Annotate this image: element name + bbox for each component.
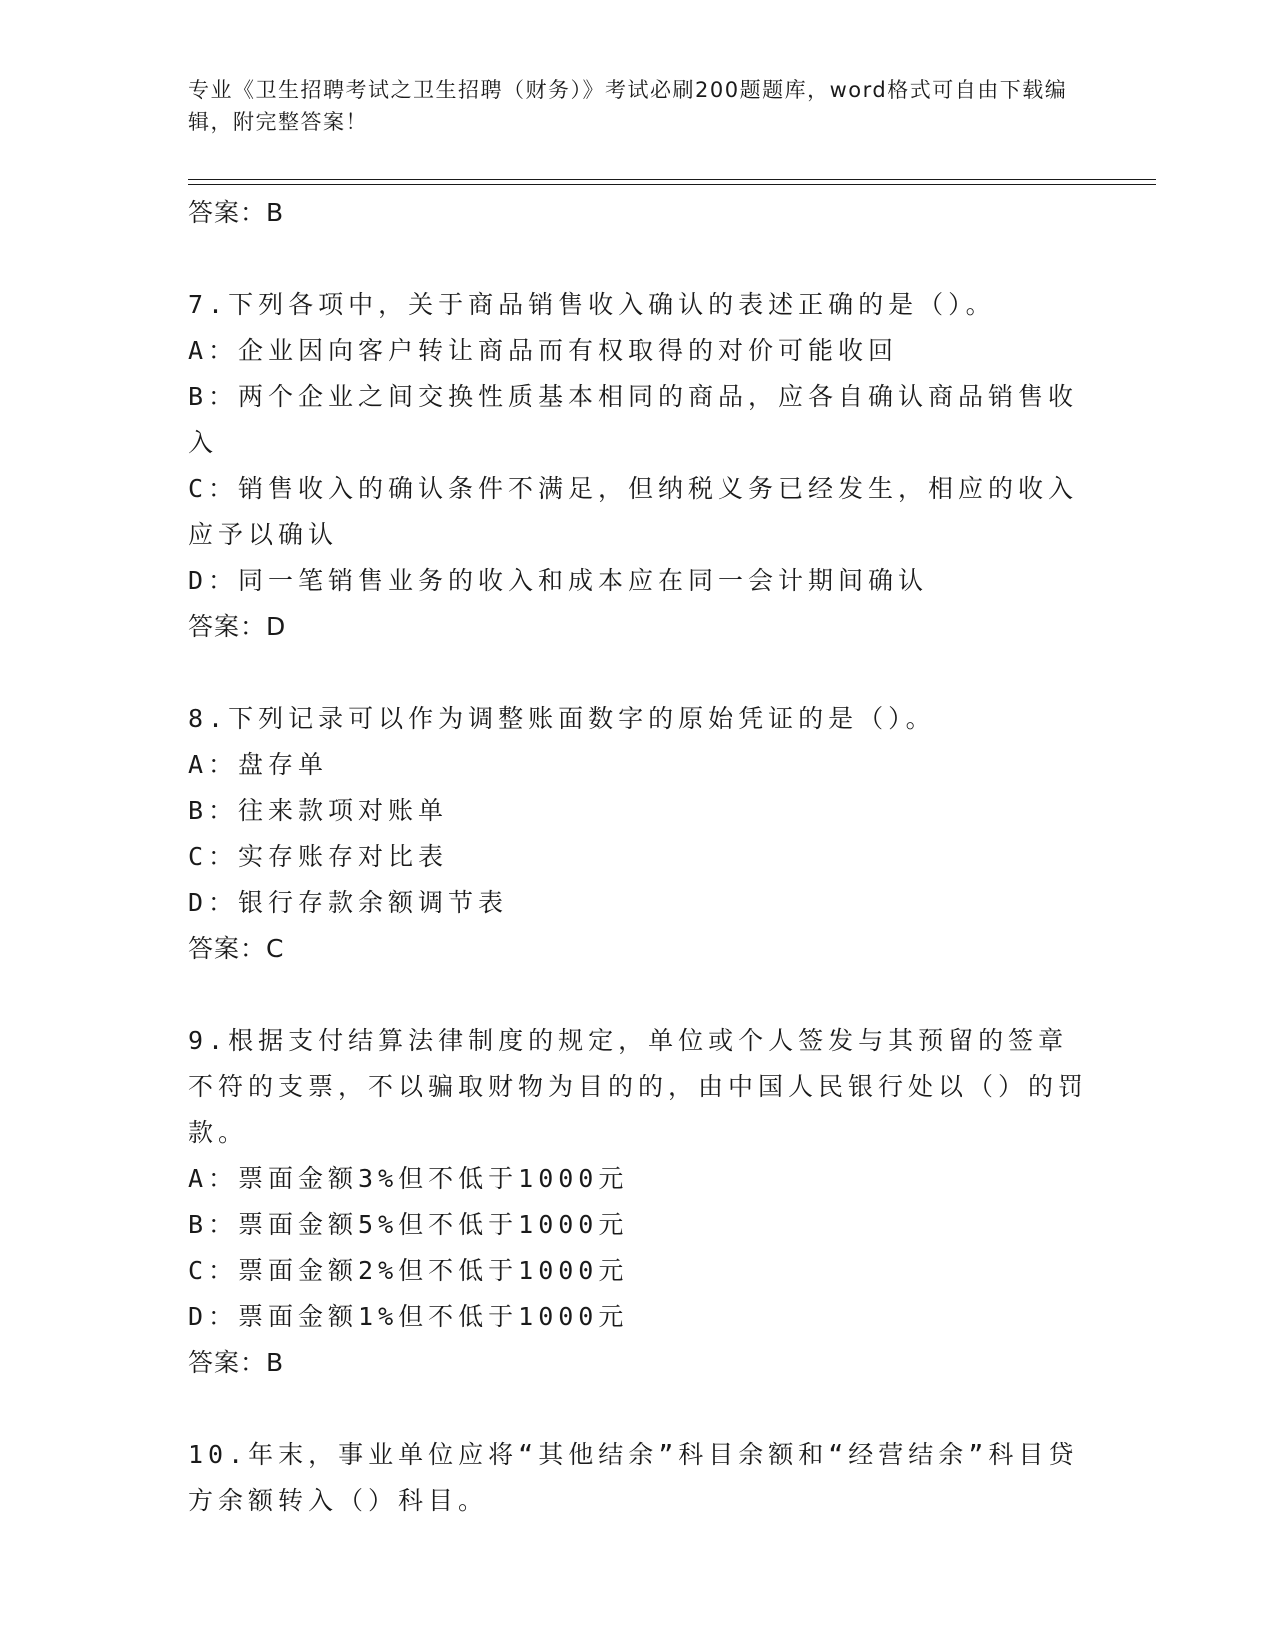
question-7 (188, 282, 1088, 650)
answer-line: 答案：C (188, 934, 285, 963)
option-b: B：往来款项对账单 (188, 796, 449, 825)
option-b: B：票面金额5%但不低于1000元 (188, 1210, 629, 1239)
question-10 (188, 1432, 1088, 1524)
question-text: 10.年末，事业单位应将“其他结余”科目余额和“经营结余”科目贷方余额转入（）科目。 (188, 1440, 1079, 1515)
question-list (188, 190, 1088, 1524)
option-d: D：票面金额1%但不低于1000元 (188, 1302, 629, 1331)
option-a: A：企业因向客户转让商品而有权取得的对价可能收回 (188, 336, 899, 365)
option-a: A：盘存单 (188, 750, 329, 779)
answer-line: 答案：D (188, 612, 287, 641)
option-b: B：两个企业之间交换性质基本相同的商品，应各自确认商品销售收入 (188, 382, 1079, 457)
option-d: D：同一笔销售业务的收入和成本应在同一会计期间确认 (188, 566, 929, 595)
question-text: 9.根据支付结算法律制度的规定，单位或个人签发与其预留的签章不符的支票，不以骗取财物为目的的，由中国人民银行处以（）的罚款。 (188, 1026, 1089, 1147)
question-text: 8.下列记录可以作为调整账面数字的原始凭证的是（）。 (188, 704, 936, 733)
option-c: C：销售收入的确认条件不满足，但纳税义务已经发生，相应的收入应予以确认 (188, 474, 1079, 549)
document-header: 专业《卫生招聘考试之卫生招聘（财务）》考试必刷200题题库，word格式可自由下载编辑，附完整答案！ (188, 78, 1068, 134)
question-9 (188, 1018, 1088, 1386)
header-divider-bottom (188, 184, 1156, 185)
question-8 (188, 696, 1088, 972)
header-divider-top (188, 179, 1156, 180)
question-text: 7.下列各项中，关于商品销售收入确认的表述正确的是（）。 (188, 290, 996, 319)
option-c: C：票面金额2%但不低于1000元 (188, 1256, 629, 1285)
answer-line: 答案：B (188, 1348, 285, 1377)
option-a: A：票面金额3%但不低于1000元 (188, 1164, 629, 1193)
option-d: D：银行存款余额调节表 (188, 888, 509, 917)
answer-line: 答案：B (188, 198, 285, 227)
option-c: C：实存账存对比表 (188, 842, 449, 871)
